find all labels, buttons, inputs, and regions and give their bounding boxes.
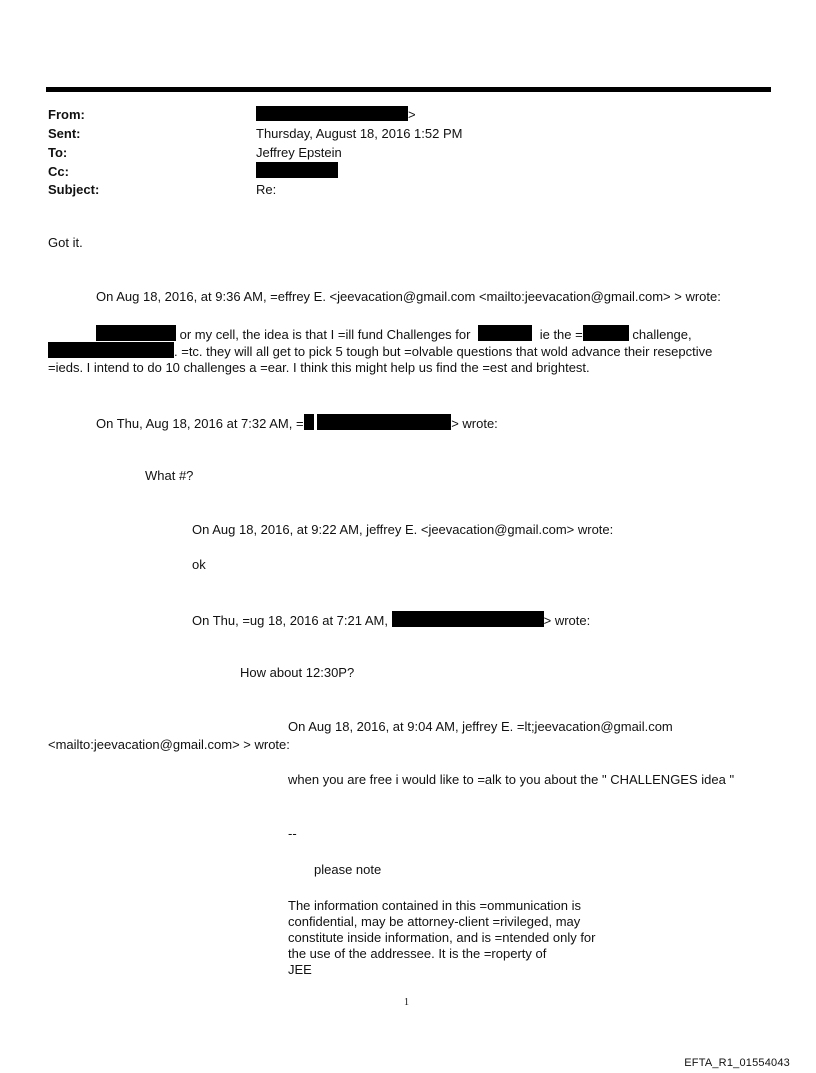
quote-text: . =tc. they will all get to pick 5 tough but =olvable questions that wold advance their resepctive <box>174 344 713 359</box>
redaction-box <box>392 611 544 627</box>
cc-label: Cc: <box>48 164 69 179</box>
signature-separator: -- <box>288 826 297 841</box>
from-label: From: <box>48 107 85 122</box>
quote-text: ok <box>192 557 206 572</box>
page-number: 1 <box>404 997 409 1008</box>
quote-attribution: On Aug 18, 2016, at 9:36 AM, =effrey E. <jeevacation@gmail.com <mailto:jeevacation@gmail.com> > wrote: <box>96 289 721 304</box>
quote-text: or my cell, the idea is that I =ill fund Challenges for <box>179 327 471 342</box>
redaction-box <box>478 325 532 341</box>
quote-line <box>96 325 692 342</box>
quote-attribution <box>192 611 590 628</box>
disclaimer-line: The information contained in this =ommunication is <box>288 898 582 913</box>
disclaimer-line: constitute inside information, and is =ntended only for <box>288 930 596 945</box>
sent-value: Thursday, August 18, 2016 1:52 PM <box>256 126 463 141</box>
quote-line: =ieds. I intend to do 10 challenges a =ear. I think this might help us find the =est and brightest. <box>48 360 590 375</box>
disclaimer-line: confidential, may be attorney-client =rivileged, may <box>288 914 581 929</box>
disclaimer-line: JEE <box>288 962 312 977</box>
cc-value <box>256 162 338 179</box>
to-label: To: <box>48 145 68 160</box>
quote-text: ie the = <box>539 327 583 342</box>
quote-text: > wrote: <box>451 416 498 431</box>
redaction-box <box>48 342 174 358</box>
quote-text: challenge, <box>632 327 692 342</box>
sent-label: Sent: <box>48 126 81 141</box>
please-note: please note <box>314 862 382 877</box>
header-rule <box>46 87 771 92</box>
redaction-box <box>96 325 176 341</box>
subject-value: Re: <box>256 182 277 197</box>
to-value: Jeffrey Epstein <box>256 145 342 160</box>
disclaimer <box>288 898 596 978</box>
redaction-box <box>256 106 408 121</box>
redaction-box <box>317 414 451 430</box>
bates-number: EFTA_R1_01554043 <box>684 1057 790 1069</box>
subject-label: Subject: <box>48 182 100 197</box>
from-suffix: > <box>408 107 416 122</box>
quote-attribution: On Aug 18, 2016, at 9:04 AM, jeffrey E. =lt;jeevacation@gmail.com <box>288 719 673 734</box>
disclaimer-line: the use of the addressee. It is the =roperty of <box>288 946 547 961</box>
redaction-box <box>304 414 314 430</box>
quote-attribution <box>96 414 498 431</box>
quote-text: What #? <box>145 468 194 483</box>
quote-line <box>48 342 712 359</box>
reply-text: Got it. <box>48 235 83 250</box>
quote-text: > wrote: <box>543 613 591 628</box>
quote-text: On Thu, =ug 18, 2016 at 7:21 AM, <box>192 613 388 628</box>
redaction-box <box>583 325 629 341</box>
quote-text: when you are free i would like to =alk to you about the " CHALLENGES idea " <box>288 772 735 787</box>
quote-text: How about 12:30P? <box>240 665 355 680</box>
quote-attribution: On Aug 18, 2016, at 9:22 AM, jeffrey E. <jeevacation@gmail.com> wrote: <box>192 522 614 537</box>
redaction-box <box>256 162 338 178</box>
quote-attribution: <mailto:jeevacation@gmail.com> > wrote: <box>48 737 290 752</box>
quote-text: On Thu, Aug 18, 2016 at 7:32 AM, = <box>96 416 304 431</box>
from-value <box>256 106 416 122</box>
